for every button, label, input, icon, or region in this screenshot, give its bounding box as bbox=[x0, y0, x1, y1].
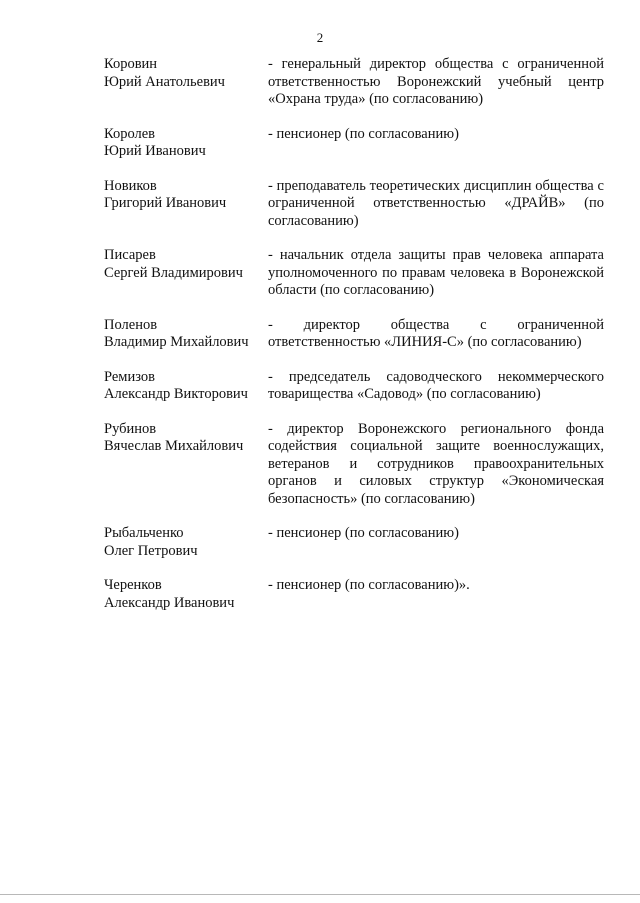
member-role: - пенсионер (по согласованию) bbox=[268, 525, 459, 541]
member-given-names: Сергей Владимирович bbox=[104, 264, 243, 281]
member-row bbox=[104, 317, 604, 352]
member-given-names: Юрий Анатольевич bbox=[104, 73, 225, 90]
member-surname: Черенков bbox=[104, 577, 162, 593]
member-row bbox=[104, 247, 604, 300]
member-surname: Ремизов bbox=[104, 368, 155, 385]
member-row bbox=[104, 577, 604, 612]
member-surname: Новиков bbox=[104, 177, 157, 194]
member-row bbox=[104, 525, 604, 560]
member-given-names: Григорий Иванович bbox=[104, 195, 227, 211]
member-given-names: Владимир Михайлович bbox=[104, 334, 249, 350]
member-surname: Писарев bbox=[104, 247, 156, 263]
member-name bbox=[104, 525, 268, 560]
member-surname: Рубинов bbox=[104, 420, 157, 437]
member-given-names: Александр Иванович bbox=[104, 594, 235, 611]
member-row bbox=[104, 126, 604, 161]
member-role: - директор общества с ограниченной ответственностью «ЛИНИЯ-С» (по согласованию) bbox=[268, 316, 604, 350]
member-role: - директор Воронежского регионального фонда содействия социальной защите военнослужащих, ветеранов и сотрудников правоохранительных органов и силовых структур «Экономическая безопасность» (по согласованию) bbox=[268, 420, 604, 507]
member-role: - председатель садоводческого некоммерческого товарищества «Садовод» (по согласованию) bbox=[268, 368, 604, 402]
member-surname: Коровин bbox=[104, 56, 158, 72]
member-given-names: Олег Петрович bbox=[104, 542, 198, 559]
member-name bbox=[104, 126, 268, 161]
member-name bbox=[104, 577, 268, 612]
member-name bbox=[104, 247, 268, 282]
member-surname: Рыбальченко bbox=[104, 525, 184, 541]
member-name bbox=[104, 369, 268, 404]
member-name bbox=[104, 178, 268, 213]
member-role: - начальник отдела защиты прав человека аппарата уполномоченного по правам человека в Воронежской области (по согласованию) bbox=[268, 247, 604, 298]
member-given-names: Вячеслав Михайлович bbox=[104, 438, 244, 454]
member-given-names: Александр Викторович bbox=[104, 386, 248, 402]
member-role: - пенсионер (по согласованию)». bbox=[268, 577, 470, 593]
member-surname: Поленов bbox=[104, 316, 158, 333]
member-name bbox=[104, 421, 268, 456]
member-role: - преподаватель теоретических дисциплин общества с ограниченной ответственностью «ДРАЙВ» (по согласованию) bbox=[268, 177, 604, 229]
members-list bbox=[104, 56, 604, 612]
member-role: - генеральный директор общества с ограниченной ответственностью Воронежский учебный центр «Охрана труда» (по согласованию) bbox=[268, 56, 604, 107]
member-surname: Королев bbox=[104, 125, 156, 142]
member-given-names: Юрий Иванович bbox=[104, 143, 206, 159]
member-row bbox=[104, 56, 604, 109]
member-row bbox=[104, 369, 604, 404]
member-row bbox=[104, 421, 604, 509]
member-role: - пенсионер (по согласованию) bbox=[268, 125, 459, 142]
page-number: 2 bbox=[316, 30, 324, 45]
member-row bbox=[104, 178, 604, 231]
member-name bbox=[104, 317, 268, 352]
footer-rule bbox=[0, 894, 640, 895]
member-name bbox=[104, 56, 268, 91]
